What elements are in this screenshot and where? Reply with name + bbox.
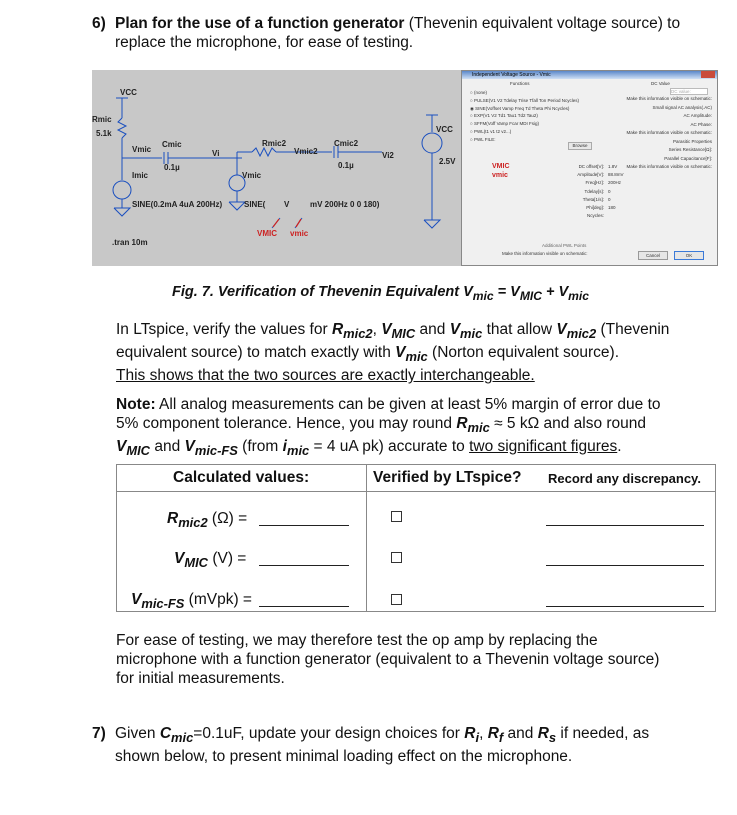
text: (from bbox=[237, 438, 283, 456]
function-option-2[interactable]: ◉ SINE(Voffset Vamp Freq Td Theta Phi Ncycles) bbox=[470, 105, 570, 111]
caption-sub: MIC bbox=[519, 288, 542, 303]
symbol: V bbox=[174, 550, 185, 567]
param-label-2: Freq[Hz]: bbox=[585, 180, 604, 186]
symbol: i bbox=[282, 438, 287, 456]
label-vi2: Vi2 bbox=[382, 151, 394, 160]
text: , bbox=[479, 725, 488, 742]
text: that allow bbox=[482, 321, 557, 338]
symbol-sub: mic2 bbox=[566, 326, 597, 342]
symbol: C bbox=[159, 725, 172, 742]
param-value-4: 0 bbox=[608, 196, 611, 202]
paragraph-note bbox=[116, 395, 676, 460]
visible-label: Make this information visible on schematic: bbox=[502, 251, 588, 256]
underlined-text: two significant figures bbox=[469, 438, 618, 456]
param-label-6: Ncycles: bbox=[586, 213, 604, 219]
symbol-sub: mic bbox=[171, 730, 194, 746]
symbol-sub: mic-FS bbox=[194, 443, 238, 459]
param-label-0: DC offset[V]: bbox=[578, 164, 604, 169]
browse-button[interactable]: Browse bbox=[568, 142, 592, 150]
unit: (Ω) = bbox=[207, 510, 248, 527]
close-icon[interactable] bbox=[701, 71, 715, 78]
label-cmic2: Cmic2 bbox=[334, 139, 359, 148]
dialog-vmic-big: VMIC bbox=[492, 163, 510, 170]
symbol-sub: f bbox=[498, 730, 504, 746]
symbol-sub: mic bbox=[467, 420, 490, 436]
text: =0.1uF, update your design choices for bbox=[193, 725, 465, 742]
label-sine2-a: SINE( bbox=[244, 200, 266, 209]
symbol-sub: mic2 bbox=[343, 326, 373, 342]
symbol: R bbox=[537, 725, 549, 742]
right-label-7: Parallel Capacitance[F]: bbox=[664, 155, 712, 161]
symbol: V bbox=[131, 591, 142, 608]
label-vcc: VCC bbox=[120, 88, 137, 97]
right-label-1: Small signal AC analysis(.AC) bbox=[652, 104, 712, 110]
symbol: V bbox=[184, 438, 195, 456]
text: . bbox=[617, 438, 622, 456]
verify-checkbox-vmic-fs[interactable] bbox=[391, 594, 402, 605]
label-vmic-src: Vmic bbox=[242, 171, 262, 180]
label-cmic2-val: 0.1µ bbox=[338, 161, 354, 170]
row-vmic bbox=[174, 550, 246, 570]
label-sine2-c: mV 200Hz 0 0 180) bbox=[310, 200, 380, 209]
symbol: V bbox=[556, 321, 567, 338]
symbol: R bbox=[331, 321, 344, 338]
text: All analog measurements can be given at least 5% margin of error due to 5% component tolerance. Hence, you may round bbox=[116, 396, 661, 432]
text: ≈ 5 kΩ and also round bbox=[489, 415, 647, 432]
symbol: V bbox=[395, 344, 406, 362]
unit: (V) = bbox=[208, 550, 247, 567]
label-tran: .tran 10m bbox=[112, 238, 148, 247]
text: (Thevenin equivalent source) to match exactly with bbox=[116, 321, 670, 362]
symbol-sub: MIC bbox=[391, 326, 416, 342]
label-vi: Vi bbox=[212, 149, 220, 158]
symbol-sub: i bbox=[475, 730, 480, 746]
verify-checkbox-rmic2[interactable] bbox=[391, 511, 402, 522]
label-vmic-big: VMIC bbox=[257, 229, 277, 238]
label-vmic2: Vmic2 bbox=[294, 147, 318, 156]
label-rmic-val: 5.1k bbox=[96, 129, 112, 138]
paragraph-testing: For ease of testing, we may therefore test the op amp by replacing the microphone with a function generator (equivalent to a Thevenin voltage source) for initial measurements. bbox=[116, 632, 660, 687]
label-vmic-small: vmic bbox=[290, 229, 309, 238]
question-6-bold: Plan for the use of a function generator bbox=[115, 15, 405, 32]
function-option-1[interactable]: ○ PULSE(V1 V2 Tdelay Trise Tfall Ton Period Ncycles) bbox=[470, 97, 580, 103]
caption-text: = V bbox=[493, 284, 520, 300]
right-label-0: Make this information visible on schematic: bbox=[626, 96, 712, 101]
row-rmic2 bbox=[167, 510, 247, 530]
param-label-4: Theta[1/s]: bbox=[582, 196, 604, 202]
question-number: 6) bbox=[92, 15, 106, 32]
voltage-source-dialog bbox=[461, 70, 718, 266]
symbol-sub: s bbox=[548, 730, 557, 746]
question-6 bbox=[92, 14, 692, 52]
param-value-3: 0 bbox=[608, 188, 611, 194]
text: if needed, as shown below, to present minimal loading effect on the microphone. bbox=[115, 725, 650, 766]
text: Given bbox=[115, 725, 160, 742]
symbol-sub: mic bbox=[405, 349, 428, 365]
text: (Norton equivalent source). bbox=[427, 344, 619, 362]
row-vmic-fs bbox=[131, 591, 252, 611]
paragraph-verify bbox=[116, 320, 676, 385]
dc-value-label: DC Value bbox=[651, 81, 670, 86]
verify-checkbox-vmic[interactable] bbox=[391, 552, 402, 563]
ok-button[interactable]: OK bbox=[674, 251, 704, 260]
additional-pwl-label: Additional PWL Points bbox=[542, 243, 587, 248]
symbol-sub: mic bbox=[286, 443, 310, 459]
right-label-3: AC Phase: bbox=[690, 121, 712, 127]
label-sine1: SINE(0.2mA 4uA 200Hz) bbox=[132, 200, 223, 209]
function-option-4[interactable]: ○ SFFM(Voff Vamp Fcar MDI Fsig) bbox=[470, 121, 540, 127]
right-label-4: Make this information visible on schematic: bbox=[626, 130, 712, 135]
symbol: V bbox=[381, 321, 392, 338]
symbol-sub: mic2 bbox=[178, 515, 208, 531]
cancel-button[interactable]: Cancel bbox=[638, 251, 668, 260]
text: and bbox=[415, 321, 450, 338]
text: = 4 uA pk) accurate to bbox=[309, 438, 470, 456]
dialog-title: Independent Voltage Source - Vmic bbox=[462, 71, 717, 79]
ltspice-figure bbox=[92, 70, 718, 266]
function-option-6[interactable]: ○ PWL FILE: bbox=[470, 136, 496, 142]
col-verified: Verified by LTspice? bbox=[373, 469, 522, 486]
function-option-3[interactable]: ○ EXP(V1 V2 Td1 Tau1 Td2 Tau2) bbox=[470, 113, 538, 119]
label-vmic-node: Vmic bbox=[132, 145, 152, 154]
dc-value-field[interactable]: DC value: bbox=[670, 88, 708, 95]
right-label-5: Parasitic Properties bbox=[672, 138, 712, 144]
functions-label: Functions bbox=[510, 81, 530, 86]
param-value-0: 1.8V bbox=[608, 164, 618, 169]
param-value-2: 200Hz bbox=[608, 180, 622, 186]
caption-sub: mic bbox=[568, 288, 589, 303]
label-imic: Imic bbox=[132, 171, 149, 180]
question-number: 7) bbox=[92, 725, 106, 742]
right-label-2: AC Amplitude: bbox=[683, 113, 712, 118]
label-cmic: Cmic bbox=[162, 140, 182, 149]
text: and bbox=[503, 725, 538, 742]
label-rmic2: Rmic2 bbox=[262, 139, 287, 148]
param-label-3: Tdelay[s]: bbox=[584, 188, 604, 194]
param-value-5: 180 bbox=[608, 205, 616, 211]
label-2v5: 2.5V bbox=[439, 157, 456, 166]
caption-sub: mic bbox=[472, 288, 494, 303]
question-6-rest: (Thevenin equivalent voltage source) to replace the microphone, for ease of testing. bbox=[115, 15, 681, 51]
function-option-5[interactable]: ○ PWL(t1 v1 t2 v2...) bbox=[470, 128, 512, 134]
question-7 bbox=[92, 724, 692, 766]
label-rmic: Rmic bbox=[92, 115, 112, 124]
schematic bbox=[92, 70, 461, 266]
symbol: R bbox=[456, 415, 468, 432]
param-label-1: Amplitude[V]: bbox=[577, 172, 604, 178]
function-option-0[interactable]: ○ (none) bbox=[470, 90, 487, 95]
col-discrepancy: Record any discrepancy. bbox=[548, 471, 701, 486]
unit: (mVpk) = bbox=[184, 591, 252, 608]
symbol: V bbox=[449, 321, 461, 338]
caption-text: Fig. 7. Verification of Thevenin Equivalent V bbox=[172, 284, 473, 300]
right-label-6: Series Resistance[Ω]: bbox=[668, 147, 712, 152]
symbol-sub: mic bbox=[460, 326, 483, 342]
right-label-8: Make this information visible on schematic: bbox=[626, 164, 712, 169]
param-value-1: 88.8mV bbox=[608, 172, 624, 178]
label-cmic-val: 0.1µ bbox=[164, 163, 180, 172]
symbol: R bbox=[487, 725, 499, 742]
label-vcc2: VCC bbox=[436, 125, 453, 134]
symbol: R bbox=[167, 510, 179, 527]
symbol-sub: MIC bbox=[184, 555, 209, 571]
param-label-5: Phi[deg]: bbox=[586, 205, 604, 211]
symbol-sub: mic-FS bbox=[141, 596, 185, 612]
col-calculated: Calculated values: bbox=[173, 469, 310, 486]
symbol: V bbox=[116, 438, 127, 456]
underlined-text: This shows that the two sources are exactly interchangeable. bbox=[116, 367, 535, 385]
figure-caption bbox=[172, 284, 589, 303]
label-sine2-b: V bbox=[284, 200, 290, 209]
text: In LTspice, verify the values for bbox=[116, 321, 332, 338]
text: and bbox=[150, 438, 185, 456]
symbol-sub: MIC bbox=[126, 443, 151, 459]
symbol: R bbox=[464, 725, 476, 742]
caption-text: + V bbox=[541, 284, 569, 300]
text: , bbox=[372, 321, 382, 338]
note-label: Note: bbox=[116, 396, 156, 413]
dialog-vmic-small: vmic bbox=[492, 172, 508, 179]
